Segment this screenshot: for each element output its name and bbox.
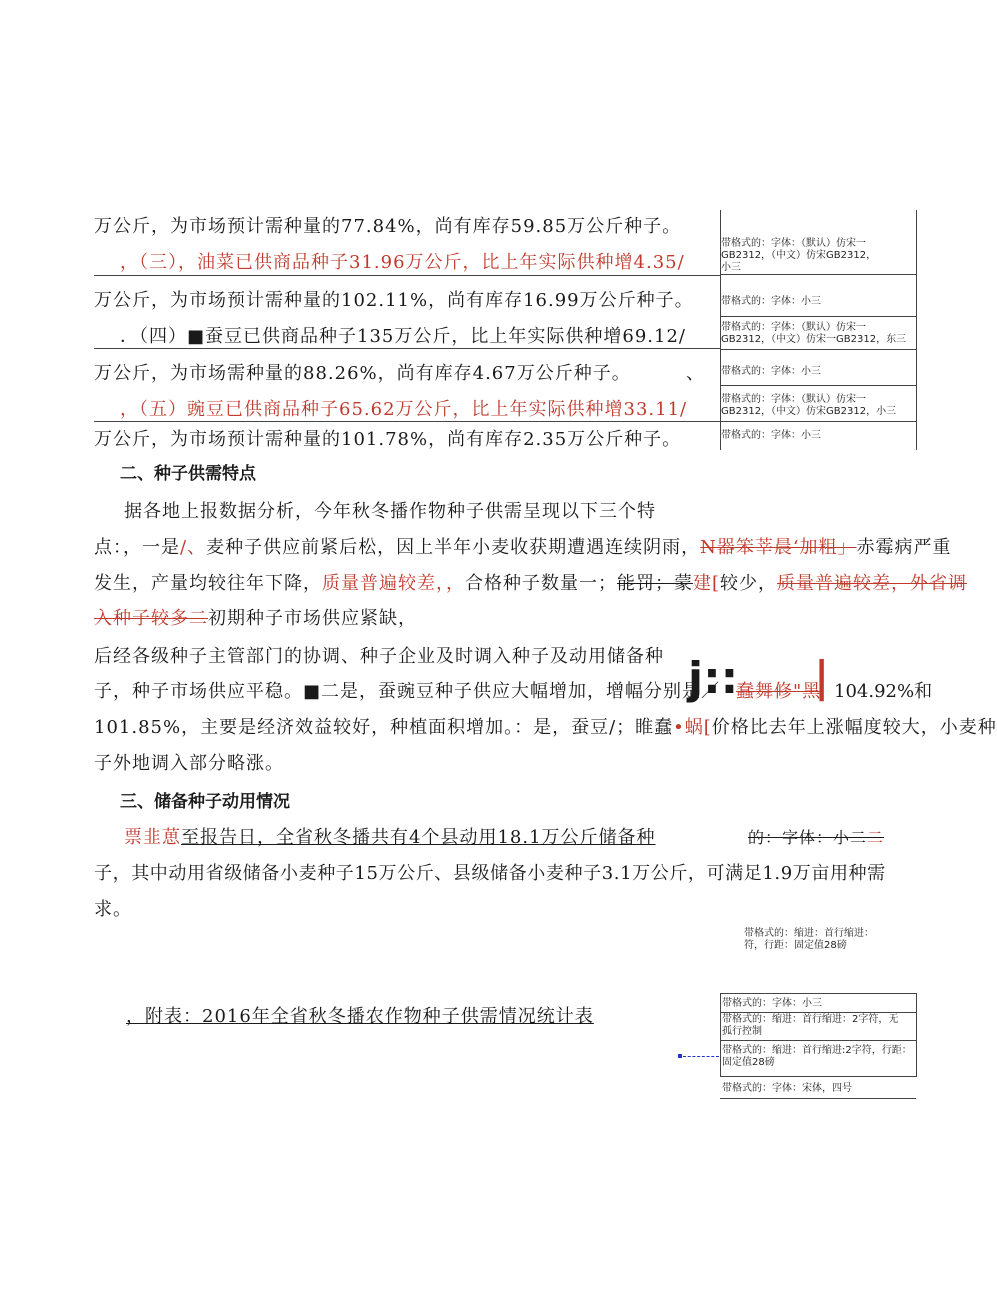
p7-c: •蜗[: [673, 717, 712, 738]
note-box-top: [720, 993, 916, 994]
p3-b: 质量普遍较差，，: [322, 573, 465, 594]
p2-a: 点：，一是: [94, 537, 180, 558]
p6-a: 子，种子市场供应平稳。■二是，蚕豌豆种子供应大幅增加，增幅分别是／: [94, 681, 721, 702]
p7-b: 睢蠢: [635, 717, 674, 738]
revision-rule-1: [94, 275, 720, 276]
note-1-line-a: 带格式的：字体：（默认）仿宋一: [721, 238, 866, 249]
note-box-left: [720, 993, 721, 1077]
p2-d: N器笨莘晨‘加粗」: [700, 537, 857, 558]
note-3-line-a: 带格式的：字体：（默认）仿宋一: [721, 322, 866, 333]
p3-a: 发生，产量均较往年下降，: [94, 573, 322, 594]
note-divider-1: [720, 274, 916, 275]
p4-b: 初期种子市场供应紧缺，: [208, 608, 417, 629]
note-1-line-b: GB2312，（中文）仿宋GB2312，: [721, 250, 877, 261]
note-box-bottom: [720, 1076, 916, 1077]
format-note-9[interactable]: [722, 1014, 915, 1038]
paragraph-line-3: [94, 572, 967, 596]
paragraph-line-4: [94, 607, 417, 631]
note-8-line: 带格式的：字体：小三: [722, 998, 822, 1009]
note-1-line-c: 小三: [721, 262, 741, 273]
section-heading-2: 二、种子供需特点: [120, 464, 256, 484]
text-line-1: 万公斤，为市场预计需种量的77.84%，尚有库存59.85万公斤种子。: [94, 216, 682, 237]
text-line-3: 万公斤，为市场预计需种量的102.11%，尚有库存16.99万公斤种子。: [94, 290, 694, 311]
note-7-line-a: 带格式的：缩进：首行缩进：: [744, 928, 874, 939]
note-divider-9: [720, 1040, 916, 1041]
note-10-line-a: 带格式的：缩进：首行缩进:2字符，行距：: [722, 1045, 912, 1056]
note-divider-2: [720, 316, 916, 317]
note-4-line: 带格式的：字体：小三: [721, 366, 821, 377]
note-5-line-b: GB2312，（中文）仿宋GB2312，小三: [721, 406, 897, 417]
paragraph-line-2: [94, 536, 952, 560]
p9-c-text: 的：字体：小二: [748, 828, 868, 847]
p9-a: 票韭葸: [124, 827, 181, 848]
text-line-2-content: ，（三），油菜已供商品种子31.96万公斤，比上年实际供种增4.35/: [120, 252, 685, 273]
p9-c: [748, 826, 884, 850]
format-note-2[interactable]: [721, 296, 915, 308]
format-note-10[interactable]: [722, 1045, 915, 1069]
p3-g: 质量普遍较差，外省调: [777, 573, 968, 594]
paragraph-line-6: [94, 680, 720, 704]
text-line-2: [120, 251, 685, 275]
paragraph-line-11: 求。: [94, 899, 132, 920]
p3-e: 建[: [693, 573, 721, 594]
text-line-5-mark: 、: [686, 363, 705, 384]
format-note-4[interactable]: [721, 366, 915, 378]
note-divider-4: [720, 385, 916, 386]
note-divider-8: [720, 1012, 916, 1013]
note-box-right: [916, 993, 917, 1077]
format-note-6[interactable]: [721, 430, 915, 442]
note-divider-3: [720, 349, 916, 350]
note-3-line-b: GB2312，（中文）仿宋一GB2312，东三: [721, 334, 907, 345]
note-10-line-b: 固定值28磅: [722, 1057, 775, 1068]
note-7-line-b: 符，行距：固定值28磅: [744, 940, 847, 951]
p3-d: 能罚；蒙: [617, 573, 693, 594]
p6-b: 蠢舞修"黑: [736, 681, 822, 702]
paragraph-line-10: 子，其中动用省级储备小麦种子15万公斤、县级储备小麦种子3.1万公斤，可满足1.9万亩用种需: [94, 863, 886, 884]
format-note-3[interactable]: [721, 322, 915, 346]
format-note-11[interactable]: [722, 1083, 915, 1095]
paragraph-line-1: 据各地上报数据分析，今年秋冬播作物种子供需呈现以下三个特: [124, 501, 656, 522]
comment-connector-line: [683, 1056, 719, 1057]
note-divider-5: [720, 421, 916, 422]
p7-a: 101.85%，主要是经济效益较好，种植面积增加。：是，蚕豆/；: [94, 717, 636, 738]
paragraph-line-5: 后经各级种子主管部门的协调、种子企业及时调入种子及动用储备种: [94, 646, 664, 667]
text-line-4: ．（四）■蚕豆已供商品种子135万公斤，比上年实际供种增69.12/: [120, 326, 686, 347]
note-2-line: 带格式的：字体：小三: [721, 296, 821, 307]
note-11-line: 带格式的：字体：宋体，四号: [722, 1083, 852, 1094]
revision-rule-3: [94, 421, 720, 422]
section-heading-3: 三、储备种子动用情况: [120, 792, 290, 812]
text-line-5: 万公斤，为市场需种量的88.26%，尚有库存4.67万公斤种子。: [94, 363, 631, 384]
p6-c: 104.92%和: [834, 681, 933, 702]
revision-rule-2: [94, 348, 720, 349]
format-note-7[interactable]: [744, 928, 916, 952]
p6-big-glyph: j::: [688, 653, 739, 704]
format-note-1[interactable]: [721, 238, 915, 274]
p2-e: 赤霉病严重: [856, 537, 952, 558]
note-5-line-a: 带格式的：字体：（默认）仿宋一: [721, 394, 866, 405]
p4-a: 入种子较多二: [94, 608, 208, 629]
comment-anchor-marker: [678, 1054, 682, 1058]
format-note-5[interactable]: [721, 394, 915, 418]
p3-c: 合格种子数量一；: [465, 573, 617, 594]
text-line-6: ，（五）豌豆已供商品种子65.62万公斤，比上年实际供种增33.11/: [120, 399, 688, 420]
format-note-8[interactable]: [722, 998, 915, 1010]
p2-b: /、: [180, 537, 207, 558]
note-divider-11: [720, 1098, 916, 1099]
p6-bar: |: [814, 652, 831, 701]
note-6-line: 带格式的：字体：小三: [721, 430, 821, 441]
paragraph-line-9: [124, 826, 656, 850]
attachment-line: ，附表：2016年全省秋冬播农作物种子供需情况统计表: [126, 1006, 594, 1027]
notes-border-right: [916, 210, 917, 450]
paragraph-line-8: 子外地调入部分略涨。: [94, 753, 284, 774]
p2-c: 麦种子供应前紧后松，因上半年小麦收获期遭遇连续阴雨，: [206, 537, 701, 558]
note-9-line-b: 孤行控制: [722, 1026, 762, 1037]
p9-d: 二: [867, 828, 885, 847]
paragraph-line-7: [94, 716, 997, 740]
p7-d: 价格比去年上涨幅度较大，小麦种: [711, 717, 997, 738]
text-line-7: 万公斤，为市场预计需种量的101.78%，尚有库存2.35万公斤种子。: [94, 429, 682, 450]
p3-f: 较少，: [720, 573, 778, 594]
note-9-line-a: 带格式的：缩进：首行缩进：2字符，无: [722, 1014, 899, 1025]
p9-b: 至报告日，全省秋冬播共有4个县动用18.1万公斤储备种: [181, 827, 656, 848]
